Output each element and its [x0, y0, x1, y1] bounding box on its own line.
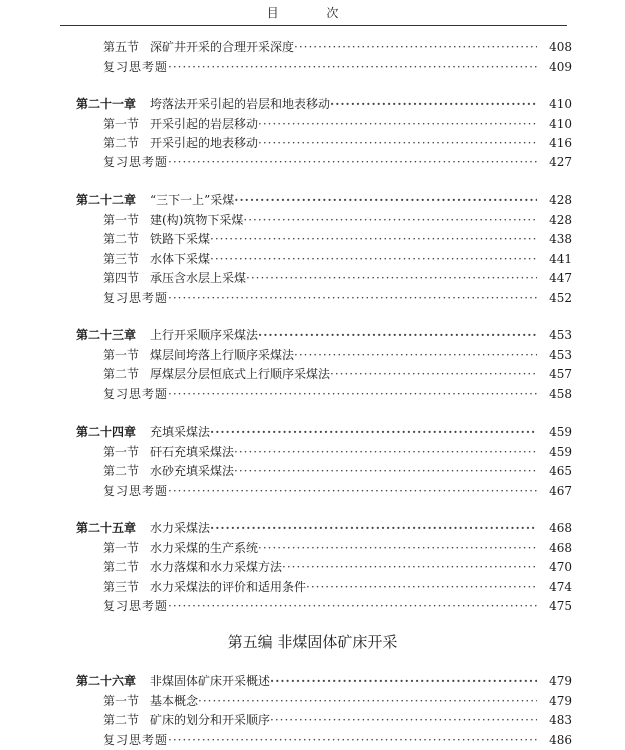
toc-entry-title: 水体下采煤	[150, 252, 211, 266]
toc-entry-title: 水力采煤法	[150, 521, 211, 535]
toc-entry-number: 第二十五章	[76, 521, 137, 535]
toc-page-number: 458	[549, 387, 572, 401]
toc-section-row	[0, 269, 625, 287]
header-title: 目 次	[266, 6, 361, 20]
toc-entry-number: 第二十四章	[76, 425, 137, 439]
toc-page-number: 428	[549, 213, 572, 227]
toc-page-number: 408	[549, 40, 572, 54]
toc-entry-title: 上行开采顺序采煤法	[150, 328, 259, 342]
toc-leader	[150, 134, 537, 152]
toc-leader	[150, 326, 537, 344]
toc-leader	[150, 443, 537, 461]
toc-page-number: 467	[549, 484, 572, 498]
toc-section-row	[0, 115, 625, 133]
toc-chapter-row	[0, 326, 625, 344]
toc-leader	[150, 519, 537, 537]
toc-leader	[150, 539, 537, 557]
toc-entry-title: 水力采煤法的评价和适用条件	[150, 580, 307, 594]
toc-entry-number: 第一节	[103, 348, 140, 362]
toc-leader	[103, 597, 537, 615]
toc-entry-title: 非煤固体矿床开采概述	[150, 674, 271, 688]
toc-entry-title: 铁路下采煤	[150, 232, 211, 246]
toc-entry-title: 水力落煤和水力采煤方法	[150, 560, 283, 574]
toc-entry-number: 第二节	[103, 464, 140, 478]
toc-page-number: 465	[549, 464, 572, 478]
toc-entry-number: 第二十六章	[76, 674, 137, 688]
toc-entry-title: 复习思考题	[103, 155, 169, 169]
toc-page-number: 452	[549, 291, 572, 305]
toc-section-row	[0, 558, 625, 576]
toc-leader	[103, 385, 537, 403]
toc-review-row	[0, 482, 625, 500]
toc-review-row	[0, 731, 625, 749]
toc-section-row	[0, 578, 625, 596]
toc-entry-title: 厚煤层分层恒底式上行顺序采煤法	[150, 367, 331, 381]
toc-leader	[150, 692, 537, 710]
toc-section-row	[0, 443, 625, 461]
toc-section-row	[0, 134, 625, 152]
toc-entry-title: 矸石充填采煤法	[150, 445, 235, 459]
toc-leader	[150, 672, 537, 690]
toc-leader	[103, 153, 537, 171]
toc-page-number: 409	[549, 60, 572, 74]
toc-entry-title: 复习思考题	[103, 599, 169, 613]
toc-entry-number: 第二节	[103, 136, 140, 150]
toc-entry-title: 开采引起的地表移动	[150, 136, 259, 150]
toc-entry-title: 复习思考题	[103, 484, 169, 498]
toc-entry-title: 深矿井开采的合理开采深度	[150, 40, 295, 54]
toc-page-number: 453	[549, 328, 572, 342]
toc-chapter-row	[0, 423, 625, 441]
toc-entry-title: 水砂充填采煤法	[150, 464, 235, 478]
toc-entry-number: 第二十二章	[76, 193, 137, 207]
toc-section-row	[0, 230, 625, 248]
toc-entry-number: 第五节	[103, 40, 140, 54]
toc-leader	[150, 365, 537, 383]
toc-page-number: 486	[549, 733, 572, 747]
toc-entry-number: 第四节	[103, 271, 140, 285]
toc-section-row	[0, 250, 625, 268]
toc-entry-number: 第二节	[103, 713, 140, 727]
toc-page-number: 468	[549, 541, 572, 555]
toc-page-number: 479	[549, 694, 572, 708]
toc-entry-number: 第二节	[103, 560, 140, 574]
toc-leader	[150, 269, 537, 287]
toc-page-number: 475	[549, 599, 572, 613]
toc-leader	[150, 211, 537, 229]
toc-page-number: 470	[549, 560, 572, 574]
toc-leader	[103, 58, 537, 76]
toc-page-number: 441	[549, 252, 572, 266]
toc-leader	[103, 289, 537, 307]
toc-entry-title: 开采引起的岩层移动	[150, 117, 259, 131]
toc-page-number: 428	[549, 193, 572, 207]
toc-chapter-row	[0, 519, 625, 537]
toc-page-number: 468	[549, 521, 572, 535]
toc-entry-title: 水力采煤的生产系统	[150, 541, 259, 555]
toc-entry-title: 基本概念	[150, 694, 199, 708]
toc-leader	[150, 115, 537, 133]
toc-page-number: 457	[549, 367, 572, 381]
toc-chapter-row	[0, 95, 625, 113]
toc-chapter-row	[0, 672, 625, 690]
toc-entry-number: 第三节	[103, 580, 140, 594]
toc-entry-title: 承压含水层上采煤	[150, 271, 247, 285]
toc-leader	[150, 346, 537, 364]
toc-page-number: 416	[549, 136, 572, 150]
toc-section-row	[0, 711, 625, 729]
toc-entry-title: 复习思考题	[103, 291, 169, 305]
toc-section-row	[0, 462, 625, 480]
toc-review-row	[0, 597, 625, 615]
toc-review-row	[0, 58, 625, 76]
toc-review-row	[0, 153, 625, 171]
toc-section-row	[0, 211, 625, 229]
toc-review-row	[0, 385, 625, 403]
toc-leader	[103, 482, 537, 500]
toc-entry-number: 第三节	[103, 252, 140, 266]
toc-section-row	[0, 692, 625, 710]
toc-leader	[150, 38, 537, 56]
toc-entry-title: 复习思考题	[103, 60, 169, 74]
toc-leader	[150, 95, 537, 113]
toc-entry-title: 煤层间垮落上行顺序采煤法	[150, 348, 295, 362]
toc-entry-title: 矿床的划分和开采顺序	[150, 713, 271, 727]
toc-entry-number: 第二十一章	[76, 97, 137, 111]
toc-leader	[150, 578, 537, 596]
part-heading: 第五编 非煤固体矿床开采	[227, 633, 398, 651]
toc-leader	[150, 558, 537, 576]
toc-entry-title: 复习思考题	[103, 387, 169, 401]
toc-section-row	[0, 365, 625, 383]
toc-leader	[103, 731, 537, 749]
toc-review-row	[0, 289, 625, 307]
toc-page-number: 410	[549, 97, 572, 111]
toc-section-row	[0, 346, 625, 364]
toc-page-number: 438	[549, 232, 572, 246]
toc-page-number: 447	[549, 271, 572, 285]
toc-leader	[150, 711, 537, 729]
toc-entry-number: 第一节	[103, 541, 140, 555]
toc-entry-number: 第一节	[103, 694, 140, 708]
toc-section-row	[0, 539, 625, 557]
toc-page-number: 410	[549, 117, 572, 131]
toc-entry-number: 第一节	[103, 445, 140, 459]
toc-page-number: 459	[549, 445, 572, 459]
toc-chapter-row	[0, 191, 625, 209]
toc-entry-number: 第二节	[103, 232, 140, 246]
toc-leader	[150, 191, 537, 209]
running-header	[60, 0, 567, 26]
toc-page-number: 453	[549, 348, 572, 362]
toc-page-number: 459	[549, 425, 572, 439]
toc-leader	[150, 423, 537, 441]
toc-leader	[150, 462, 537, 480]
toc-page-number: 483	[549, 713, 572, 727]
toc-entry-number: 第一节	[103, 117, 140, 131]
toc-entry-title: 充填采煤法	[150, 425, 211, 439]
toc-section-row	[0, 38, 625, 56]
toc-entry-title: 垮落法开采引起的岩层和地表移动	[150, 97, 331, 111]
toc-leader	[150, 250, 537, 268]
toc-entry-title: 建(构)筑物下采煤	[150, 213, 244, 227]
toc-page-number: 474	[549, 580, 572, 594]
toc-leader	[150, 230, 537, 248]
toc-entry-title: 复习思考题	[103, 733, 169, 747]
toc-entry-number: 第一节	[103, 213, 140, 227]
toc-entry-number: 第二节	[103, 367, 140, 381]
toc-entry-title: “三下一上”采煤	[150, 193, 235, 207]
toc-page-number: 479	[549, 674, 572, 688]
toc-entry-number: 第二十三章	[76, 328, 137, 342]
toc-page-number: 427	[549, 155, 572, 169]
